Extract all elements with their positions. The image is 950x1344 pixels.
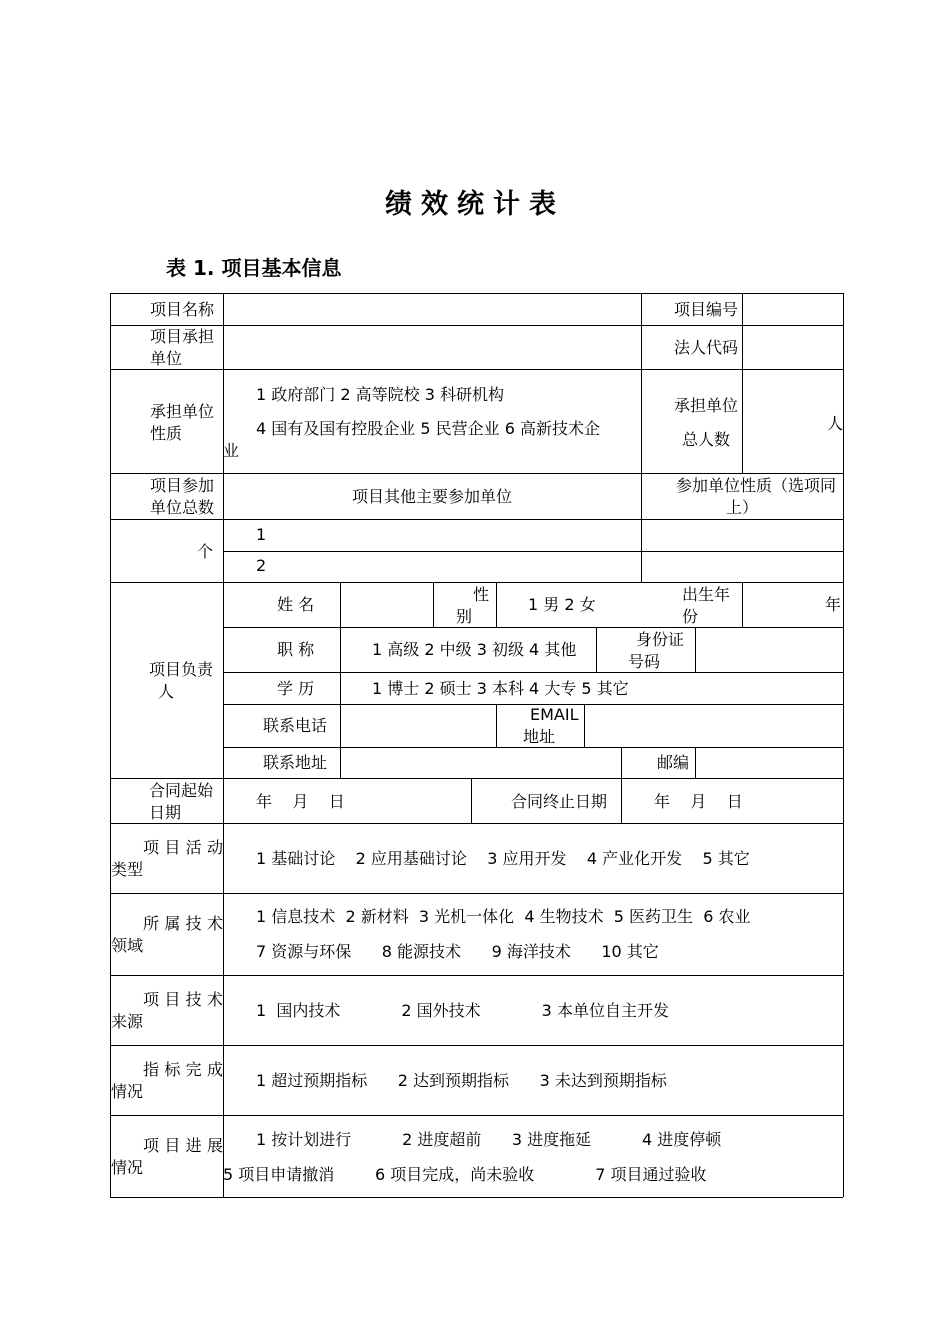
row-index: 1 <box>256 525 267 544</box>
label-participants: 单位总数 <box>150 498 215 517</box>
grid-line <box>110 519 843 520</box>
label-total-staff: 承担单位 <box>674 396 739 415</box>
grid-line <box>110 1045 843 1046</box>
label-participants: 项目参加 <box>150 476 215 495</box>
label-activity-type: 类型 <box>111 860 144 879</box>
label-unit-nature: 承担单位 <box>150 402 215 421</box>
label-activity-type: 项 目 活 动 <box>143 838 223 857</box>
label-legal-code: 法人代码 <box>674 338 739 357</box>
grid-line <box>110 293 111 1197</box>
label-tech-source: 来源 <box>111 1012 144 1031</box>
grid-line <box>110 293 843 294</box>
page-title: 绩效统计表 <box>385 189 565 220</box>
grid-line <box>223 293 224 1197</box>
table-caption: 表 1. 项目基本信息 <box>166 256 342 280</box>
option-gender: 1 男 2 女 <box>528 595 596 614</box>
option-tech-source: 1 国内技术 2 国外技术 3 本单位自主开发 <box>256 1001 669 1020</box>
grid-line <box>496 704 497 747</box>
grid-line <box>621 747 622 823</box>
option-progress: 5 项目申请撤消 6 项目完成，尚未验收 7 项目通过验收 <box>223 1165 707 1184</box>
label-birth-year: 出生年 <box>682 585 731 604</box>
label-progress: 情况 <box>111 1158 144 1177</box>
option-title-rank: 1 高级 2 中级 3 初级 4 其他 <box>372 640 577 659</box>
label-other-units: 项目其他主要参加单位 <box>351 487 512 506</box>
grid-line <box>110 823 843 824</box>
option-unit-nature: 4 国有及国有控股企业 5 民营企业 6 高新技术企 <box>256 419 600 438</box>
grid-line <box>433 582 434 627</box>
grid-line <box>110 778 843 779</box>
label-undertaker: 项目承担 <box>150 327 215 346</box>
label-gender: 性 <box>473 585 490 604</box>
unit-year: 年 <box>825 595 842 614</box>
label-start-date: 合同起始 <box>149 781 214 800</box>
grid-line <box>695 747 696 778</box>
option-unit-nature: 1 政府部门 2 高等院校 3 科研机构 <box>256 385 504 404</box>
option-education: 1 博士 2 硕士 3 本科 4 大专 5 其它 <box>372 679 629 698</box>
label-zip: 邮编 <box>657 753 690 772</box>
grid-line <box>110 893 843 894</box>
grid-line <box>340 582 341 778</box>
label-tech-source: 项 目 技 术 <box>143 990 223 1009</box>
grid-line <box>110 473 843 474</box>
label-project-name: 项目名称 <box>150 300 215 319</box>
label-undertaker: 单位 <box>150 349 183 368</box>
label-birth-year: 份 <box>682 607 699 626</box>
grid-line <box>110 1115 843 1116</box>
label-name: 姓 名 <box>277 595 315 614</box>
label-start-date: 日期 <box>149 803 182 822</box>
grid-line <box>110 369 843 370</box>
label-id-number: 号码 <box>628 652 661 671</box>
option-indicator-completion: 1 超过预期指标 2 达到预期指标 3 未达到预期指标 <box>256 1071 667 1090</box>
grid-line <box>584 704 585 747</box>
end-date-value: 年 月 日 <box>654 792 743 811</box>
grid-line <box>496 582 497 627</box>
grid-line <box>110 975 843 976</box>
option-unit-nature: 业 <box>223 441 240 460</box>
grid-line <box>471 778 472 823</box>
grid-line <box>742 293 743 473</box>
grid-line <box>223 672 843 673</box>
label-tech-field: 领域 <box>111 936 144 955</box>
grid-line <box>110 582 843 583</box>
grid-line <box>742 582 743 627</box>
unit-participants: 个 <box>197 542 214 561</box>
start-date-value: 年 月 日 <box>256 792 345 811</box>
grid-line <box>110 325 843 326</box>
label-id-number: 身份证 <box>636 630 685 649</box>
unit-staff: 人 <box>827 414 844 433</box>
label-leader: 项目负责 <box>149 660 214 679</box>
grid-line <box>110 1197 843 1198</box>
label-total-staff: 总人数 <box>682 430 731 449</box>
label-email: EMAIL <box>530 705 579 724</box>
label-leader: 人 <box>158 682 175 701</box>
label-education: 学 历 <box>277 679 315 698</box>
label-participant-nature: 上） <box>726 498 759 517</box>
label-gender: 别 <box>456 607 473 626</box>
option-activity-type: 1 基础讨论 2 应用基础讨论 3 应用开发 4 产业化开发 5 其它 <box>256 849 750 868</box>
label-indicator-completion: 情况 <box>111 1082 144 1101</box>
label-participant-nature: 参加单位性质（选项同 <box>676 476 837 495</box>
grid-line <box>695 627 696 672</box>
label-progress: 项 目 进 展 <box>143 1136 223 1155</box>
row-index: 2 <box>256 556 267 575</box>
label-end-date: 合同终止日期 <box>511 792 608 811</box>
label-address: 联系地址 <box>263 753 328 772</box>
grid-line <box>223 627 843 628</box>
label-indicator-completion: 指 标 完 成 <box>143 1060 223 1079</box>
label-project-no: 项目编号 <box>674 300 739 319</box>
grid-line <box>843 293 844 1197</box>
label-unit-nature: 性质 <box>150 424 183 443</box>
label-tech-field: 所 属 技 术 <box>143 914 223 933</box>
grid-line <box>641 293 642 582</box>
option-progress: 1 按计划进行 2 进度超前 3 进度拖延 4 进度停顿 <box>256 1130 722 1149</box>
label-phone: 联系电话 <box>263 716 328 735</box>
label-email: 地址 <box>523 727 556 746</box>
option-tech-field: 1 信息技术 2 新材料 3 光机一体化 4 生物技术 5 医药卫生 6 农业 <box>256 907 751 926</box>
grid-line <box>223 551 843 552</box>
grid-line <box>596 627 597 672</box>
option-tech-field: 7 资源与环保 8 能源技术 9 海洋技术 10 其它 <box>256 942 659 961</box>
label-title-rank: 职 称 <box>277 640 315 659</box>
